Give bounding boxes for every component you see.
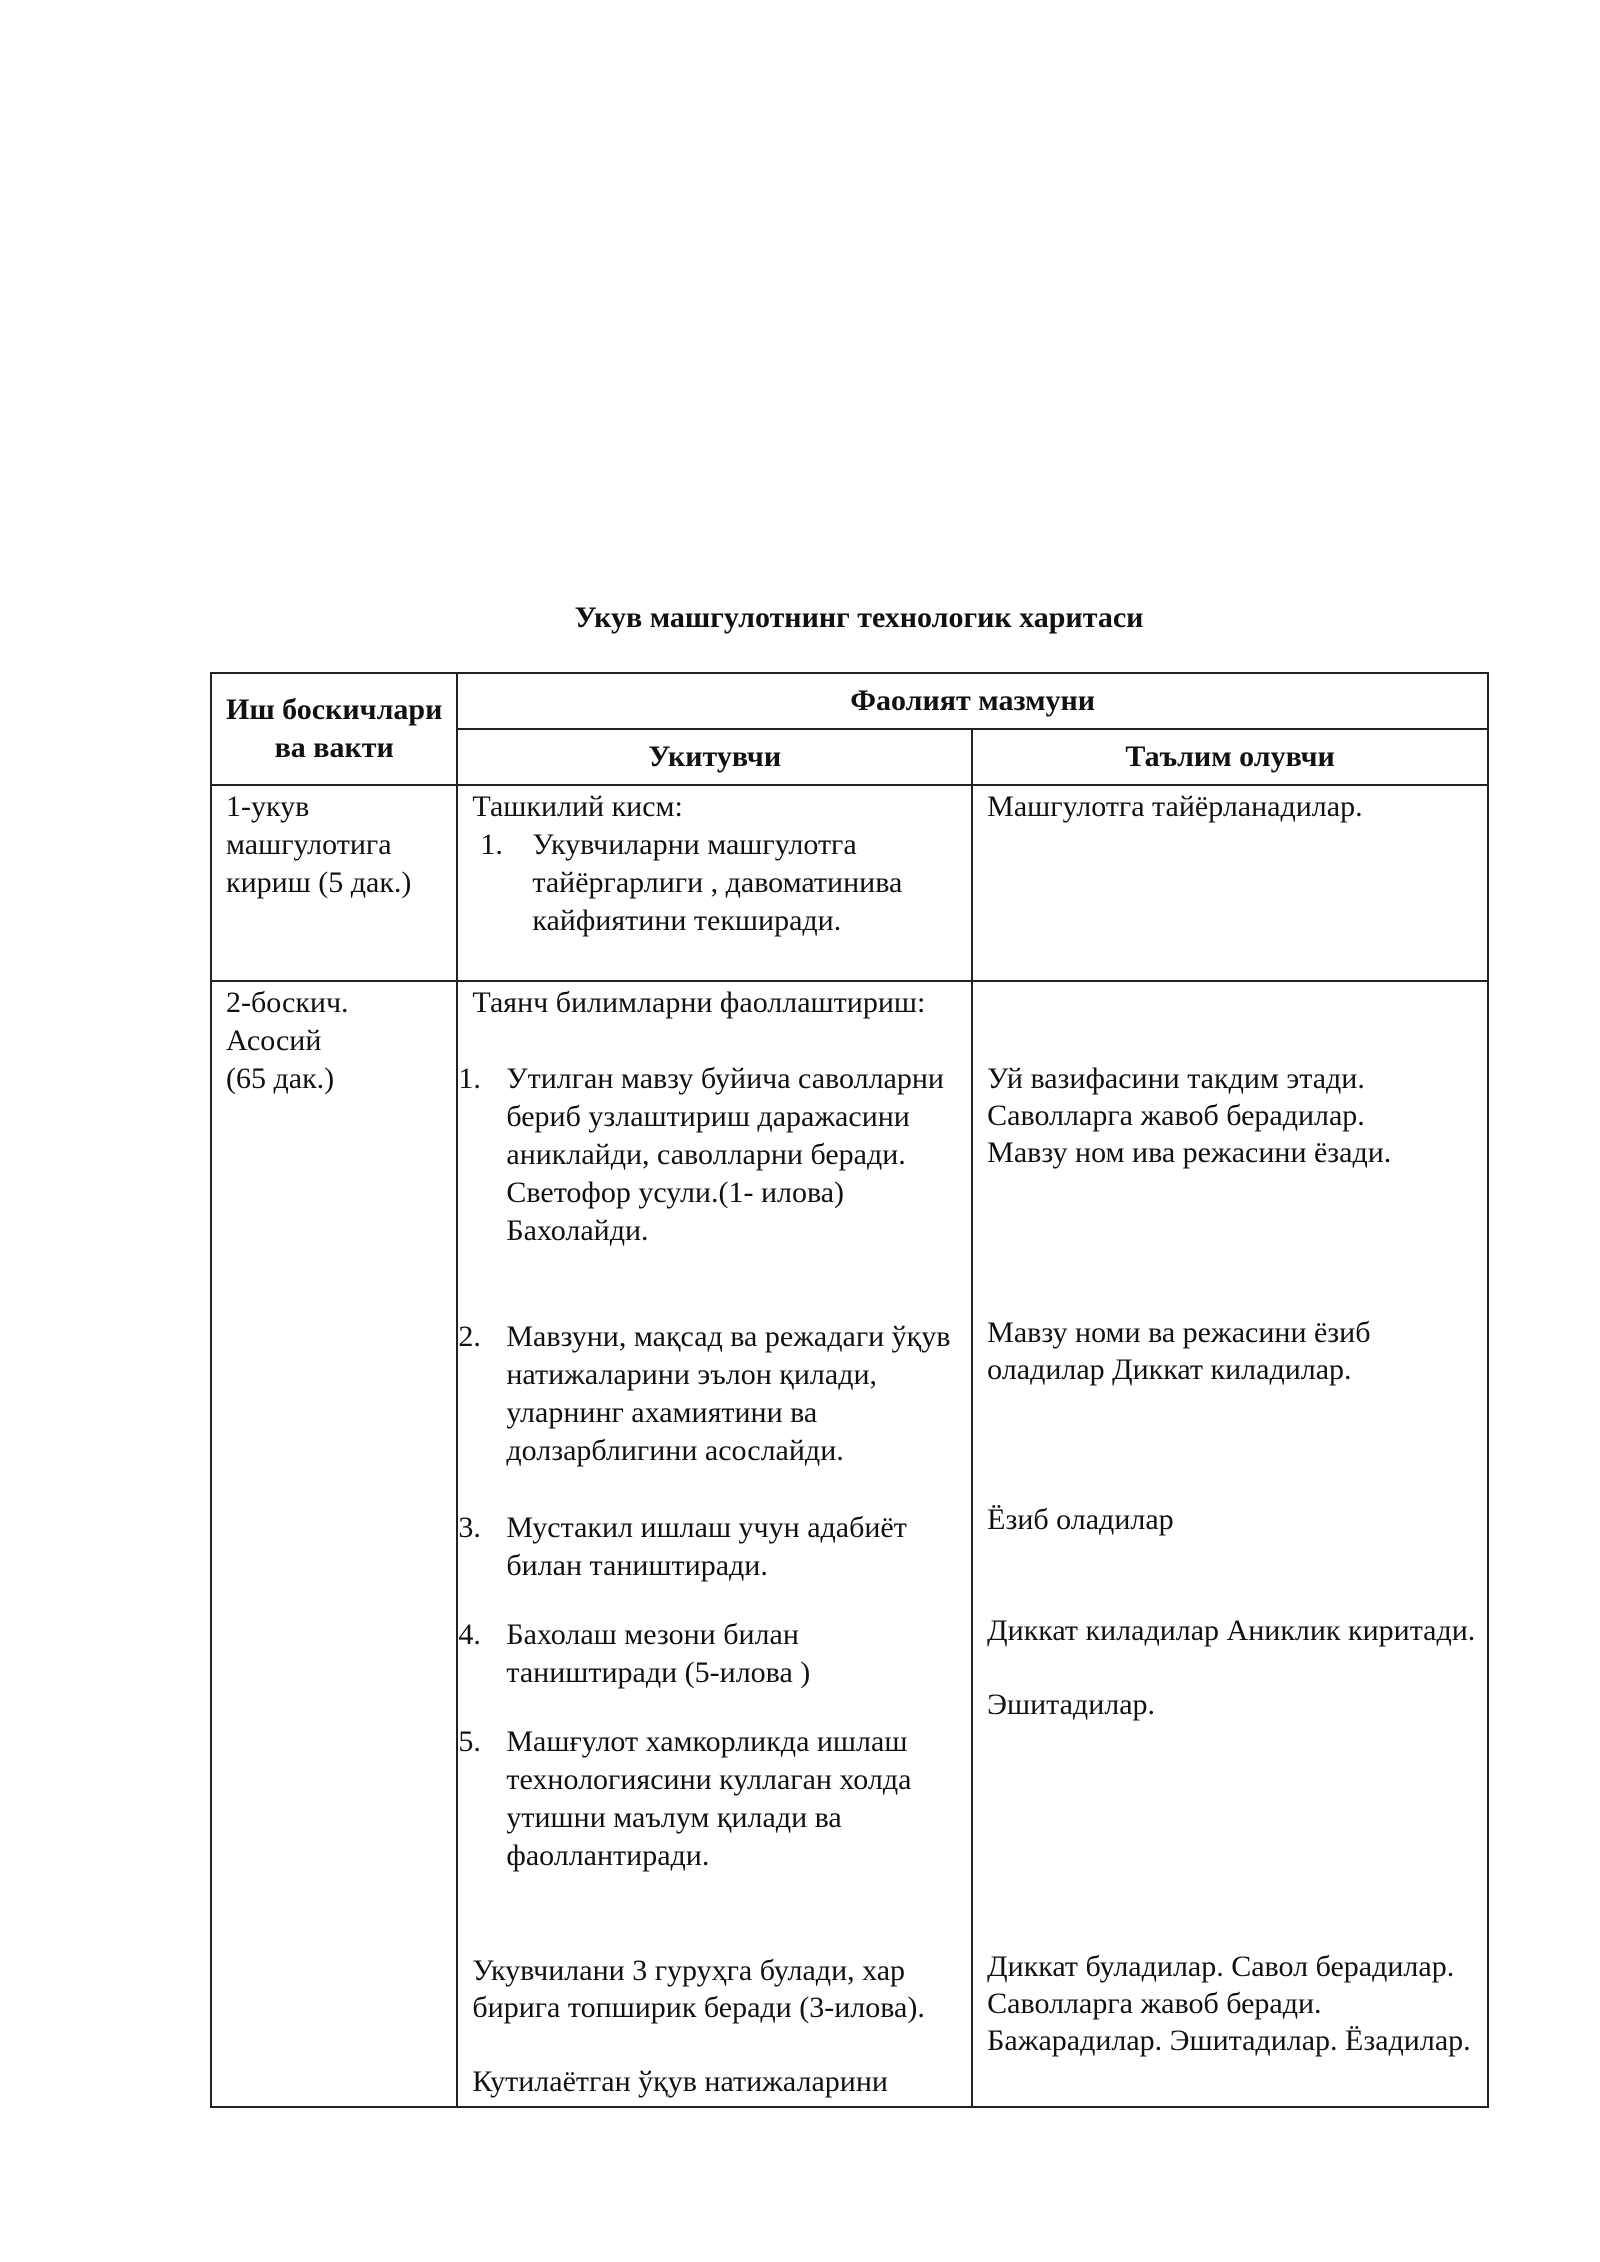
teacher-list (472, 826, 957, 940)
learner-text: Уй вазифасини такдим этади. (987, 1062, 1365, 1095)
list-text: Утилган мавзу буйича саволларни бериб узлаштириш даражасини аниклайди, саволларни беради. Светофор усули.(1- илова) Бахолайди. (506, 1062, 944, 1247)
teacher-closing: Укувчилани 3 гуруҳга булади, хар бирига топширик беради (3-илова). (472, 1954, 925, 2024)
list-item (458, 1509, 961, 1585)
learner-cell (972, 785, 1488, 981)
page-title: Укув машгулотнинг технологик харитаси (574, 601, 1144, 634)
list-item (458, 1060, 961, 1250)
learner-text: Мавзу номи ва режасини ёзиб оладилар Диккат киладилар. (987, 1316, 1371, 1386)
learner-text: Диккат буладилар. Савол берадилар. Саволларга жавоб беради. Бажарадилар. Эшитадилар. Ёзадилар. (987, 1950, 1471, 2057)
learner-text: Машгулотга тайёрланадилар. (987, 790, 1363, 823)
list-item (458, 1616, 961, 1692)
list-number: 3. (458, 1511, 481, 1544)
learner-text: Мавзу ном ива режасини ёзади. (987, 1136, 1392, 1169)
technology-map-table (210, 672, 1489, 2108)
learner-block (987, 1060, 1477, 1171)
teacher-list (458, 1509, 961, 1585)
list-item (458, 1318, 961, 1470)
teacher-list (458, 1616, 961, 1692)
header-teacher: Укитувчи (457, 729, 972, 785)
learner-text: Эшитадилар. (987, 1688, 1156, 1721)
teacher-closing-continued: Кутилаётган ўқув натижаларини (472, 2065, 888, 2098)
stage-cell (211, 981, 457, 2107)
stage-label: Асосий (226, 1024, 322, 1057)
table-row (211, 785, 1488, 981)
teacher-list (458, 1318, 961, 1470)
list-number: 1. (480, 828, 503, 861)
teacher-intro: Таянч билимларни фаоллаштириш: (472, 986, 926, 1019)
stage-duration: (65 дак.) (226, 1062, 335, 1095)
teacher-list (458, 1723, 961, 1875)
list-number: 2. (458, 1320, 481, 1353)
list-text: Мустакил ишлаш учун адабиёт билан таништиради. (506, 1511, 907, 1582)
learner-text: Ёзиб оладилар (987, 1503, 1174, 1536)
teacher-list (458, 1060, 961, 1250)
header-activity: Фаолият мазмуни (457, 673, 1488, 729)
header-learner: Таълим олувчи (972, 729, 1488, 785)
learner-text: Диккат киладилар Аниклик киритади. (987, 1614, 1476, 1647)
header-stage: Иш боскичлари ва вакти (211, 673, 457, 785)
list-number: 4. (458, 1618, 481, 1651)
learner-cell (972, 981, 1488, 2107)
list-text: Укувчиларни машгулотга тайёргарлиги , давоматинива кайфиятини текширади. (532, 828, 903, 937)
learner-text: Саволларга жавоб берадилар. (987, 1099, 1365, 1132)
stage-cell (211, 785, 457, 981)
list-number: 1. (458, 1062, 481, 1095)
list-item (480, 826, 957, 940)
list-text: Машғулот хамкорликда ишлаш технологиясини куллаган холда утишни маълум қилади ва фаоллантиради. (506, 1725, 912, 1872)
teacher-cell (457, 785, 972, 981)
teacher-intro: Ташкилий кисм: (472, 790, 683, 823)
list-number: 5. (458, 1725, 481, 1758)
teacher-cell (457, 981, 972, 2107)
list-text: Бахолаш мезони билан таништиради (5-илова ) (506, 1618, 811, 1689)
stage-label: 1-укув машгулотига кириш (5 дак.) (226, 790, 412, 899)
list-item (458, 1723, 961, 1875)
table-row (211, 981, 1488, 2107)
stage-label: 2-боскич. (226, 986, 349, 1019)
list-text: Мавзуни, мақсад ва режадаги ўқув натижаларини эълон қилади, уларнинг ахамиятини ва долзарблигини асослайди. (506, 1320, 951, 1467)
